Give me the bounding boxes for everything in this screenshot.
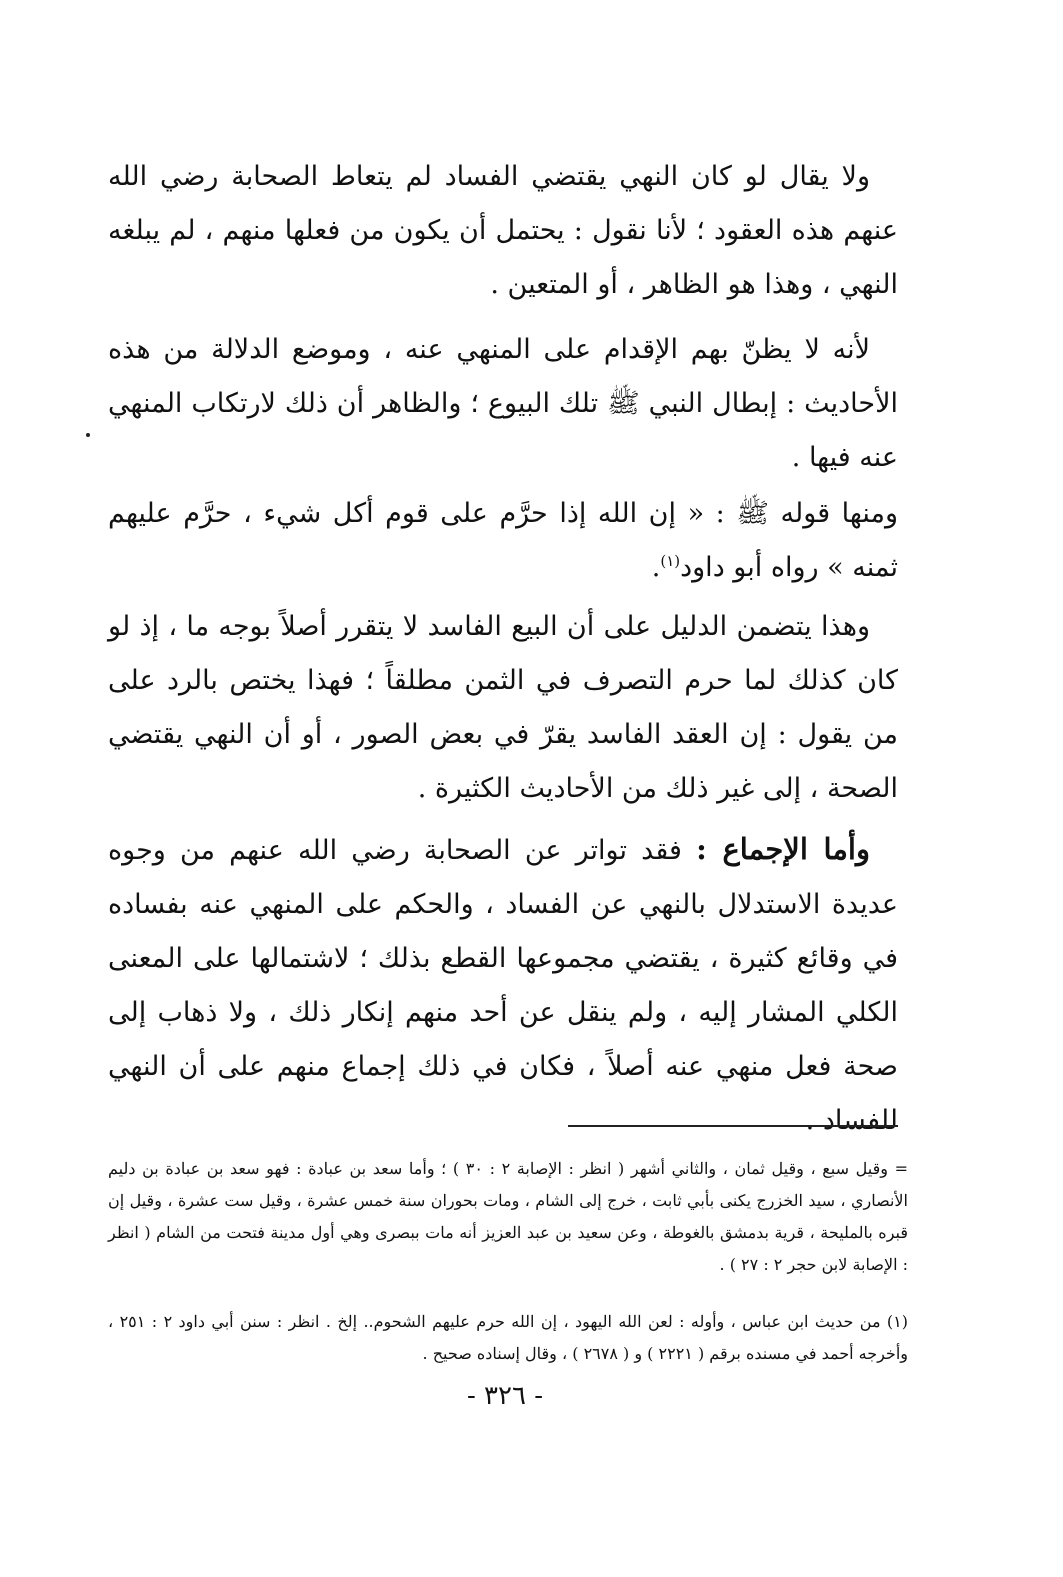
body-paragraph-5 bbox=[108, 822, 898, 1148]
paragraph-1-text: ولا يقال لو كان النهي يقتضي الفساد لم يتعاط الصحابة رضي الله عنهم هذه العقود ؛ لأنا نقول : يحتمل أن يكون من فعلها منهم ، لم يبلغه النهي ، وهذا هو الظاهر ، أو المتعين . bbox=[108, 161, 898, 300]
footnote-continued bbox=[108, 1153, 908, 1281]
paragraph-4-text: وهذا يتضمن الدليل على أن البيع الفاسد لا يتقرر أصلاً بوجه ما ، إذ لو كان كذلك لما حرم التصرف في الثمن مطلقاً ؛ فهذا يختص بالرد على من يقول : إن العقد الفاسد يقرّ في بعض الصور ، أو أن النهي يقتضي الصحة ، إلى غير ذلك من الأحاديث الكثيرة . bbox=[108, 611, 898, 804]
paragraph-3-text: ومنها قوله ﷺ : « إن الله إذا حرَّم على قوم أكل شيء ، حرَّم عليهم ثمنه » رواه أبو داود bbox=[108, 498, 899, 583]
paragraph-3-end: . bbox=[651, 552, 661, 583]
page-number: - ٣٢٦ - bbox=[466, 1381, 544, 1411]
footnote-separator bbox=[568, 1125, 898, 1127]
section-lead-ijma: وأما الإجماع : bbox=[696, 832, 870, 866]
footnote-continued-text: = وقيل سبع ، وقيل ثمان ، والثاني أشهر ( انظر : الإصابة ٢ : ٣٠ ) ؛ وأما سعد بن عبادة : فهو سعد بن عبادة بن دليم الأنصاري ، سيد الخزرج يكنى بأبي ثابت ، خرج إلى الشام ، ومات بحوران سنة خمس عشرة ، وقيل ست عشرة ، وقيل إن قبره بالمليحة ، قرية بدمشق بالغوطة ، وعن سعيد بن عبد العزيز أنه مات ببصرى وهي أول مدينة فتحت من الشام ( انظر : الإصابة لابن حجر ٢ : ٢٧ ) . bbox=[108, 1159, 908, 1274]
body-paragraph-3 bbox=[108, 487, 898, 595]
paragraph-2-text: لأنه لا يظنّ بهم الإقدام على المنهي عنه ، وموضع الدلالة من هذه الأحاديث : إبطال النبي ﷺ تلك البيوع ؛ والظاهر أن ذلك لارتكاب المنهي عنه فيها . bbox=[108, 334, 898, 473]
stray-ink-dot bbox=[86, 433, 90, 437]
paragraph-5-text: فقد تواتر عن الصحابة رضي الله عنهم من وجوه عديدة الاستدلال بالنهي عن الفساد ، والحكم على المنهي عنه بفساده في وقائع كثيرة ، يقتضي مجموعها القطع بذلك ؛ لاشتمالها على المعنى الكلي المشار إليه ، ولم ينقل عن أحد منهم إنكار ذلك ، ولا ذهاب إلى صحة فعل منهي عنه أصلاً ، فكان في ذلك إجماع منهم على أن النهي للفساد . bbox=[108, 835, 898, 1136]
body-paragraph-4 bbox=[108, 600, 898, 816]
body-paragraph-1 bbox=[108, 150, 898, 312]
footnote-reference-1: (١) bbox=[660, 552, 681, 570]
body-paragraph-2 bbox=[108, 323, 898, 485]
footnote-1-text: (١) من حديث ابن عباس ، وأوله : لعن الله اليهود ، إن الله حرم عليهم الشحوم.. إلخ . انظر : سنن أبي داود ٢ : ٢٥١ ، وأخرجه أحمد في مسنده برقم ( ٢٢٢١ ) و ( ٢٦٧٨ ) ، وقال إسناده صحيح . bbox=[108, 1312, 909, 1363]
footnote-1 bbox=[108, 1306, 908, 1370]
